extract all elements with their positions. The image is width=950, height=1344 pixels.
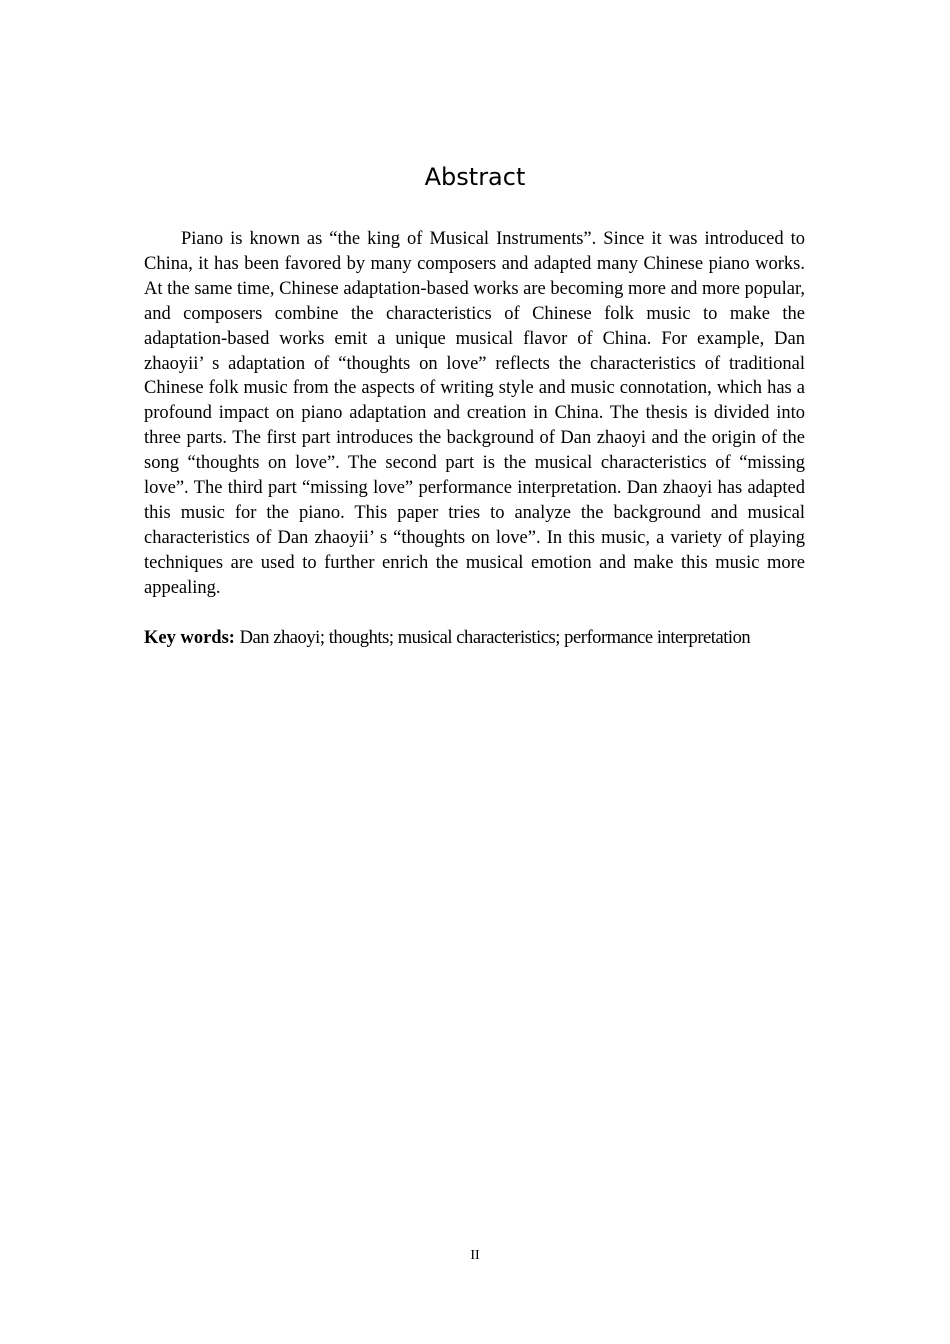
page-number: II: [470, 1248, 480, 1263]
abstract-title: Abstract: [424, 163, 526, 191]
keywords-line: [144, 626, 844, 651]
keywords-label: Key words:: [144, 628, 235, 648]
abstract-body-paragraph: Piano is known as “the king of Musical Instruments”. Since it was introduced to China, it has been favored by many composers and adapted many Chinese piano works. At the same time, Chinese adaptation-based works are becoming more and more popular, and composers combine the characteristics of Chinese folk music to make the adaptation-based works emit a unique musical flavor of China. For example, Dan zhaoyii’ s adaptation of “thoughts on love” reflects the characteristics of traditional Chinese folk music from the aspects of writing style and music connotation, which has a profound impact on piano adaptation and creation in China. The thesis is divided into three parts. The first part introduces the background of Dan zhaoyi and the origin of the song “thoughts on love”. The second part is the musical characteristics of “missing love”. The third part “missing love” performance interpretation. Dan zhaoyi has adapted this music for the piano. This paper tries to analyze the background and musical characteristics of Dan zhaoyii’ s “thoughts on love”. In this music, a variety of playing techniques are used to further enrich the musical emotion and make this music more appealing.: [144, 229, 805, 598]
keywords-text: Dan zhaoyi; thoughts; musical characteristics; performance interpretation: [239, 628, 751, 648]
